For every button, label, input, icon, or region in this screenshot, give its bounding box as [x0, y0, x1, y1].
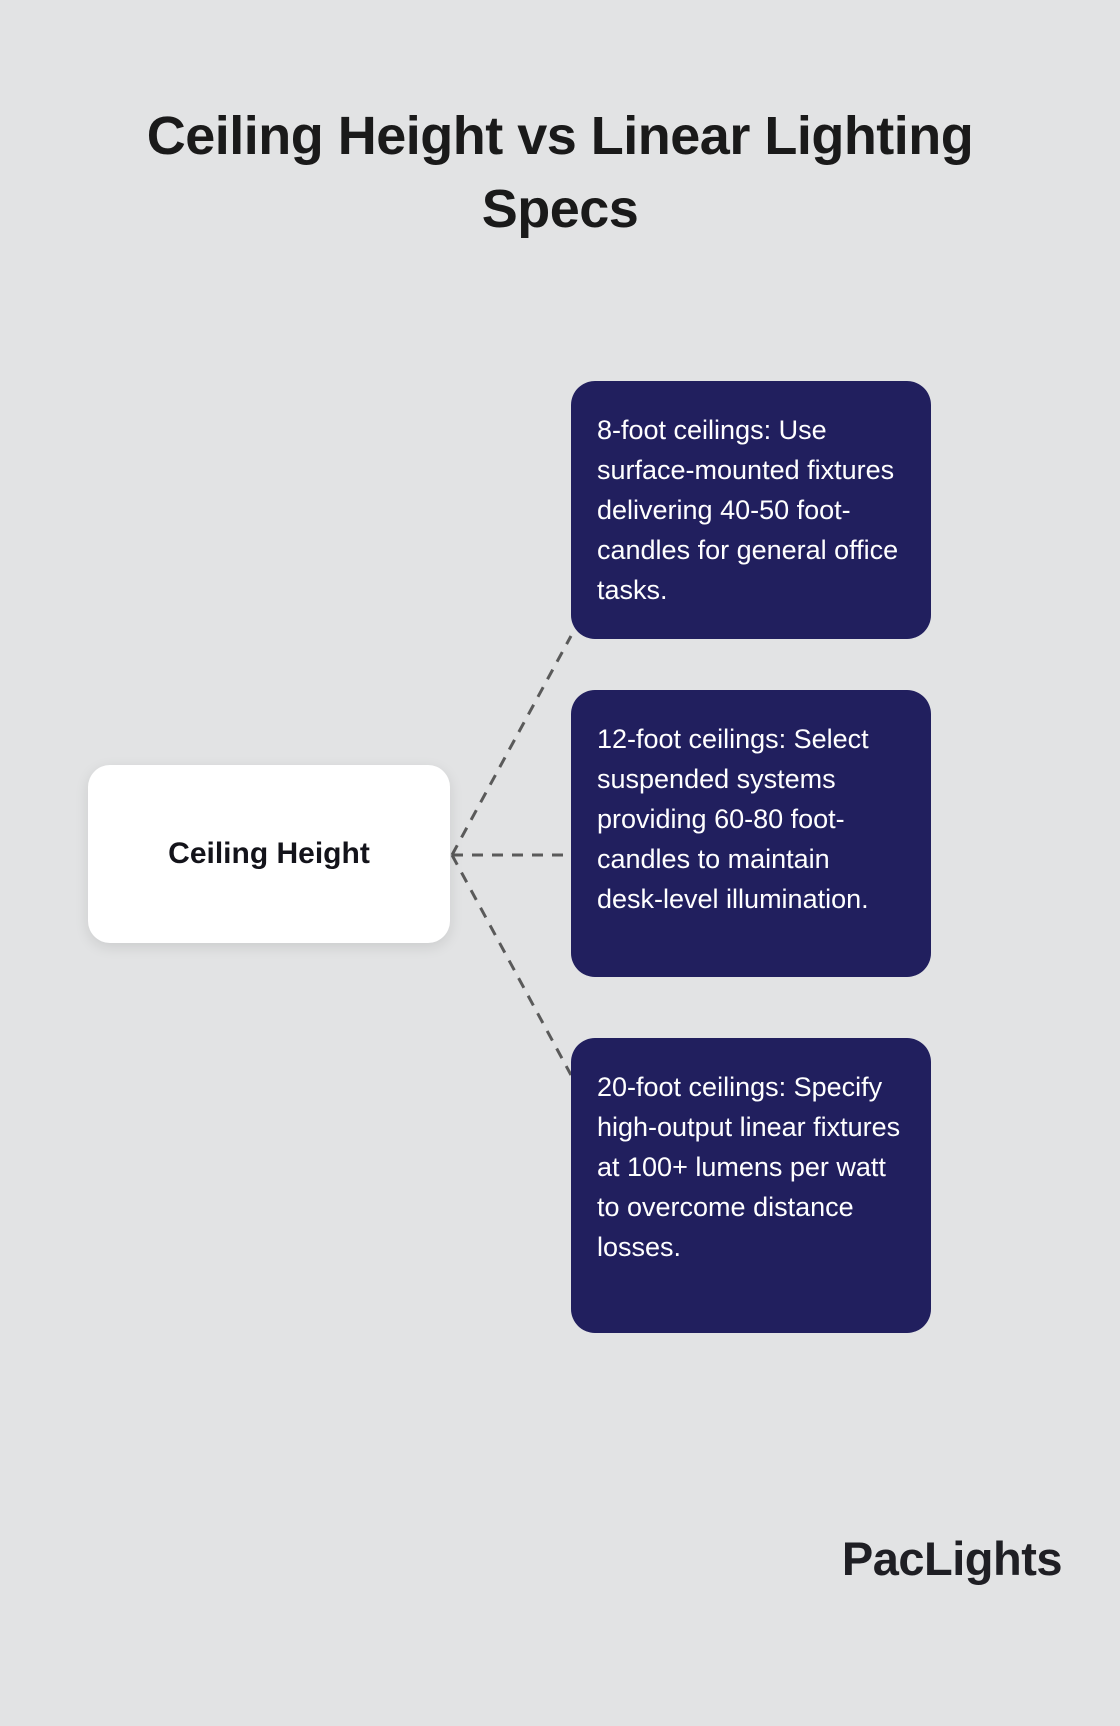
connector-line-1	[452, 636, 571, 855]
branch-node-2	[571, 690, 931, 977]
page-title: Ceiling Height vs Linear Lighting Specs	[146, 106, 974, 239]
branch-node-1	[571, 381, 931, 639]
branch-node-3	[571, 1038, 931, 1333]
branch-node-1-text: 8-foot ceilings: Use surface-mounted fixtures delivering 40-50 foot-candles for general office tasks.	[597, 415, 899, 605]
branch-node-3-text: 20-foot ceilings: Specify high-output linear fixtures at 100+ lumens per watt to overcome distance losses.	[597, 1072, 901, 1262]
connector-line-3	[452, 855, 571, 1075]
center-node-label: Ceiling Height	[168, 837, 370, 870]
branch-node-2-text: 12-foot ceilings: Select suspended systems providing 60-80 foot-candles to maintain desk-level illumination.	[597, 724, 869, 914]
brand-logo: PacLights	[841, 1532, 1062, 1585]
center-node	[88, 765, 450, 943]
